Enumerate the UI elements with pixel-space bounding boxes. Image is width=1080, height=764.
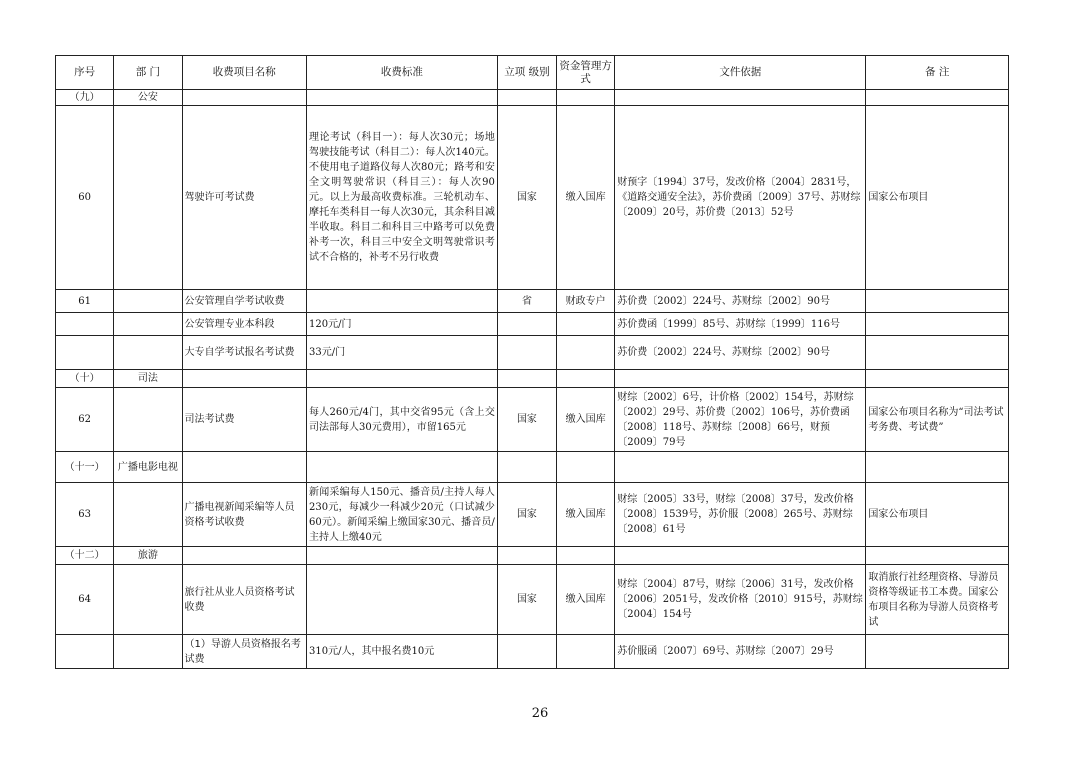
table-row [56,370,1009,388]
cell-standard: 理论考试（科目一）：每人次30元；场地驾驶技能考试（科目二）：每人次140元。不使用电子道路仪每人次80元；路考和安全文明驾驶常识（科目三）：每人次90元。以上为最高收费标准。三轮机动车、摩托车类科目一每人次30元，其余科目减半收取。科目二和科目三中路考可以免费补考一次，科目三中安全文明驾驶常识考试不合格的，补考不另行收费 [307,106,498,290]
cell-level: 国家 [497,565,556,635]
table-row [56,452,1009,483]
cell-fund: 缴入国库 [557,106,615,290]
cell-item: 驾驶许可考试费 [182,106,307,290]
cell-level [497,635,556,669]
cell-basis: 财综〔2002〕6号，计价格〔2002〕154号，苏财综〔2002〕29号、苏价费〔2002〕106号，苏价费函〔2008〕118号、苏财综〔2008〕66号，财预〔2009〕79号 [615,388,866,452]
cell-item: 公安管理自学考试收费 [182,290,307,313]
fee-table [55,55,1009,669]
cell-dept [114,290,182,313]
cell-seq: （九） [56,90,114,106]
cell-level [497,452,556,483]
cell-item [182,90,307,106]
cell-standard [307,452,498,483]
cell-remark: 国家公布项目 [866,483,1009,547]
cell-standard [307,290,498,313]
cell-level: 省 [497,290,556,313]
cell-level: 国家 [497,106,556,290]
header-standard: 收费标准 [307,56,498,90]
cell-item: 大专自学考试报名考试费 [182,336,307,370]
cell-dept: 司法 [114,370,182,388]
cell-remark [866,90,1009,106]
header-dept: 部 门 [114,56,182,90]
cell-dept [114,565,182,635]
header-basis: 文件依据 [615,56,866,90]
cell-fund [557,336,615,370]
cell-basis: 财预字〔1994〕37号，发改价格〔2004〕2831号，《道路交通安全法》，苏价费函〔2009〕37号、苏财综〔2009〕20号，苏价费〔2013〕52号 [615,106,866,290]
cell-fund [557,452,615,483]
cell-item: （1）导游人员资格报名考试费 [182,635,307,669]
cell-remark: 取消旅行社经理资格、导游员资格等级证书工本费。国家公布项目名称为导游人员资格考试 [866,565,1009,635]
cell-remark [866,452,1009,483]
cell-seq: 64 [56,565,114,635]
header-remark: 备 注 [866,56,1009,90]
header-row [56,56,1009,90]
cell-seq: 63 [56,483,114,547]
cell-standard: 310元/人，其中报名费10元 [307,635,498,669]
cell-basis [615,452,866,483]
cell-fund [557,547,615,565]
cell-standard: 33元/门 [307,336,498,370]
cell-basis: 苏价费〔2002〕224号、苏财综〔2002〕90号 [615,336,866,370]
cell-item: 旅行社从业人员资格考试收费 [182,565,307,635]
table-row [56,547,1009,565]
cell-fund [557,313,615,336]
table-row [56,106,1009,290]
cell-remark [866,635,1009,669]
cell-level: 国家 [497,483,556,547]
cell-fund: 缴入国库 [557,565,615,635]
cell-seq: （十一） [56,452,114,483]
cell-level [497,313,556,336]
table-row [56,313,1009,336]
cell-basis [615,547,866,565]
cell-basis [615,90,866,106]
cell-standard [307,370,498,388]
page-number: 26 [531,706,549,721]
cell-remark: 国家公布项目名称为“司法考试考务费、考试费” [866,388,1009,452]
cell-dept [114,106,182,290]
cell-dept [114,635,182,669]
cell-basis: 财综〔2005〕33号，财综〔2008〕37号，发改价格〔2008〕1539号，苏价服〔2008〕265号、苏财综〔2008〕61号 [615,483,866,547]
cell-dept [114,388,182,452]
header-fund: 资金管理方式 [557,56,615,90]
cell-seq: （十） [56,370,114,388]
table-row [56,336,1009,370]
cell-remark [866,547,1009,565]
cell-dept: 广播电影电视 [114,452,182,483]
cell-remark [866,336,1009,370]
cell-dept: 公安 [114,90,182,106]
header-level: 立项 级别 [497,56,556,90]
cell-seq [56,313,114,336]
cell-item: 公安管理专业本科段 [182,313,307,336]
cell-remark [866,370,1009,388]
table-row [56,565,1009,635]
cell-level [497,547,556,565]
cell-item: 广播电视新闻采编等人员资格考试收费 [182,483,307,547]
cell-level [497,336,556,370]
cell-standard [307,90,498,106]
cell-basis: 苏价费函〔1999〕85号、苏财综〔1999〕116号 [615,313,866,336]
cell-fund [557,370,615,388]
cell-standard [307,547,498,565]
cell-basis: 苏价服函〔2007〕69号、苏财综〔2007〕29号 [615,635,866,669]
cell-fund [557,635,615,669]
cell-dept: 旅游 [114,547,182,565]
cell-remark [866,290,1009,313]
cell-standard [307,565,498,635]
cell-basis: 财综〔2004〕87号，财综〔2006〕31号，发改价格〔2006〕2051号，发改价格〔2010〕915号，苏财综〔2004〕154号 [615,565,866,635]
cell-remark [866,313,1009,336]
cell-seq: 60 [56,106,114,290]
cell-seq: （十二） [56,547,114,565]
cell-fund: 缴入国库 [557,388,615,452]
header-seq: 序号 [56,56,114,90]
table-row [56,635,1009,669]
cell-fund: 财政专户 [557,290,615,313]
cell-dept [114,483,182,547]
table-row [56,483,1009,547]
cell-fund [557,90,615,106]
cell-item: 司法考试费 [182,388,307,452]
cell-level [497,90,556,106]
table-row [56,388,1009,452]
cell-standard: 120元/门 [307,313,498,336]
cell-level [497,370,556,388]
cell-item [182,452,307,483]
header-item: 收费项目名称 [182,56,307,90]
cell-level: 国家 [497,388,556,452]
cell-basis: 苏价费〔2002〕224号、苏财综〔2002〕90号 [615,290,866,313]
cell-seq [56,635,114,669]
cell-standard: 每人260元/4门，其中交省95元（含上交司法部每人30元费用），市留165元 [307,388,498,452]
cell-remark: 国家公布项目 [866,106,1009,290]
cell-basis [615,370,866,388]
table-row [56,90,1009,106]
cell-item [182,547,307,565]
cell-dept [114,336,182,370]
cell-standard: 新闻采编每人150元、播音员/主持人每人230元，每减少一科减少20元（口试减少60元）。新闻采编上缴国家30元、播音员/主持人上缴40元 [307,483,498,547]
cell-seq: 61 [56,290,114,313]
cell-fund: 缴入国库 [557,483,615,547]
table-row [56,290,1009,313]
cell-seq: 62 [56,388,114,452]
cell-dept [114,313,182,336]
cell-item [182,370,307,388]
cell-seq [56,336,114,370]
